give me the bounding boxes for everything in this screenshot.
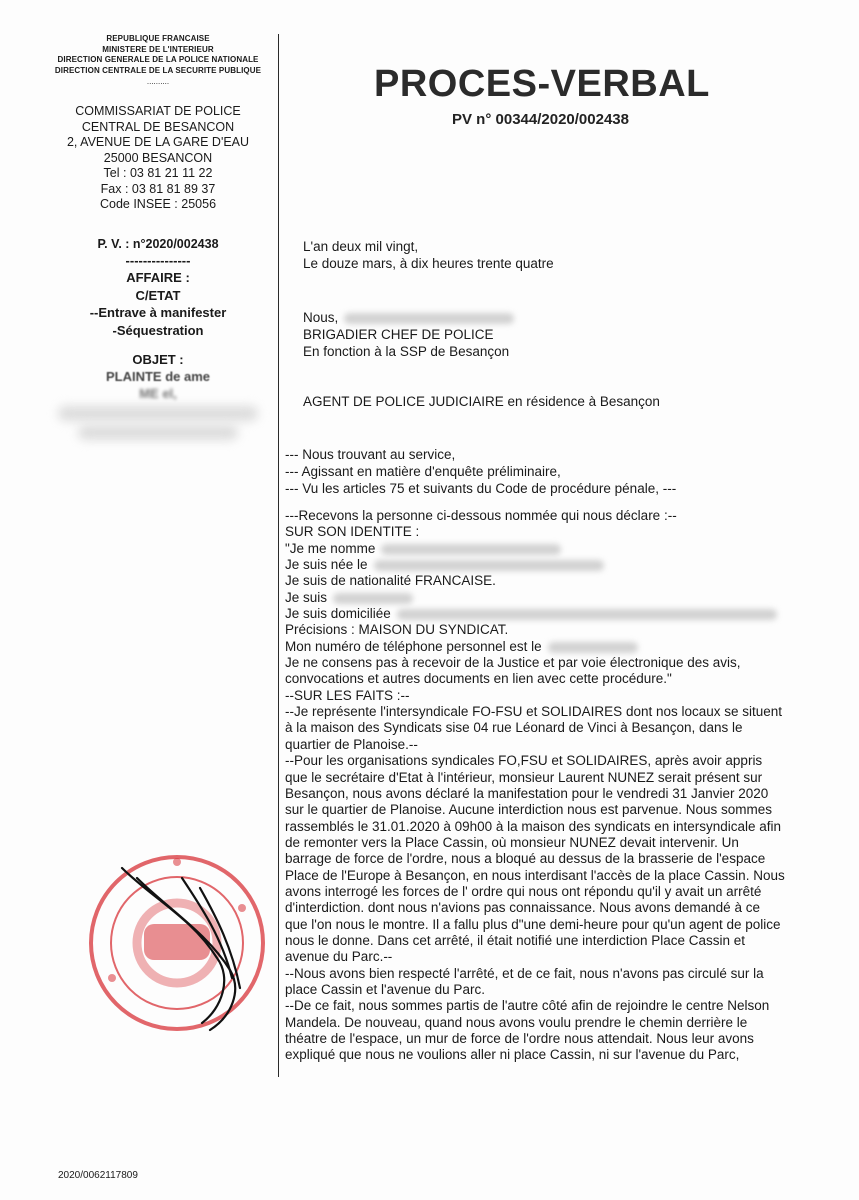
objet-label: OBJET : [132,352,184,367]
official-stamp-icon [82,848,272,1038]
body-line: Besançon, nous avons déclaré la manifestation pour le vendredi 31 Janvier 2020 [285,785,769,801]
ministry-line: DIRECTION GENERALE DE LA POLICE NATIONALE [57,55,259,64]
objet-line: PLAINTE de ame [105,369,211,384]
insee-line: Code INSEE : 25056 [99,197,217,211]
body-line: --De ce fait, nous sommes partis de l'autre côté afin de rejoindre le centre Nelson [285,998,770,1014]
body-line-text: Je suis domiciliée [285,606,391,622]
affaire-label: AFFAIRE : [126,270,190,285]
body-line: Je suis de nationalité FRANCAISE. [285,573,496,589]
officer-rank: BRIGADIER CHEF DE POLICE [303,327,494,342]
body-line: --SUR LES FAITS :-- [285,687,410,703]
body-line: place Cassin et l'avenue du Parc. [285,981,485,997]
body-line: rassemblés le 31.01.2020 à 09h00 à la maison des syndicats en intersyndicale afin [285,818,782,834]
redacted-block [78,425,238,440]
date-line: L'an deux mil vingt, [303,239,419,254]
body-line: quartier de Planoise.-- [285,736,418,752]
redacted-field [397,609,777,620]
statement-body [285,508,803,1064]
body-line: barrage de force de l'ordre, nous a bloqué au dessus de la brasserie de l'espace [285,851,766,867]
affaire-line: C/ETAT [135,287,181,303]
ministry-header [40,34,276,76]
dots-separator: .......... [146,77,170,86]
redacted-field [548,642,638,653]
ministry-line: REPUBLIQUE FRANCAISE [106,34,210,43]
address-line: COMMISSARIAT DE POLICE [75,104,241,118]
body-line: d'interdiction. dont nous n'avions pas connaissance. Nous avons demandé à ce [285,900,760,916]
agent-line: AGENT DE POLICE JUDICIAIRE en résidence à Besançon [303,394,660,409]
service-line: --- Vu les articles 75 et suivants du Code de procédure pénale, --- [285,481,677,496]
address-line: CENTRAL DE BESANCON [81,119,235,134]
nous-label: Nous, [303,310,339,325]
body-line: expliqué que nous ne voulions aller ni place Cassin, ni sur l'avenue du Parc, [285,1047,740,1063]
document-title: PROCES-VERBAL [374,63,710,105]
ministry-line: DIRECTION CENTRALE DE LA SECURITE PUBLIQUE [54,65,262,75]
body-line: ---Recevons la personne ci-dessous nommée qui nous déclare :-- [285,508,677,523]
separator-line: --------------- [125,252,191,268]
pv-number: PV n° 00344/2020/002438 [452,111,629,128]
column-divider [278,34,279,1077]
identity-address-line [285,606,803,622]
left-column [40,34,276,440]
redacted-field [381,544,561,555]
body-line: de remonter vers la Place Cassin, où monsieur NUNEZ devait intervenir. Un [285,834,739,850]
fax-line: Fax : 03 81 81 89 37 [100,181,216,196]
affaire-block [40,252,276,340]
identity-birth-line [285,557,803,573]
identity-name-line [285,541,803,557]
service-line: --- Nous trouvant au service, [285,447,456,462]
officer-fonction: En fonction à la SSP de Besançon [303,344,510,359]
pv-reference: P. V. : n°2020/002438 [97,236,219,251]
body-line-text: Je suis [285,589,328,605]
body-line: --Je représente l'intersyndicale FO-FSU et SOLIDAIRES dont nos locaux se situent [285,704,783,720]
document-reference: 2020/0062117809 [58,1170,138,1181]
identity-job-line [285,590,803,606]
body-line: à la maison des Syndicats sise 04 rue Léonard de Vinci à Besançon, dans le [285,720,743,736]
body-line: --Nous avons bien respecté l'arrêté, et de ce fait, nous n'avons pas circulé sur la [285,965,764,981]
body-line: que l'on nous le montre. Il a fallu plus d"une demi-heure pour qu'un agent de police [285,916,781,932]
body-line: --Pour les organisations syndicales FO,FSU et SOLIDAIRES, après avoir appris [285,753,763,769]
body-line: Mandela. De nouveau, quand nous avons voulu prendre le chemin derrière le [285,1014,748,1030]
body-line-text: "Je me nomme [285,540,376,556]
body-line: que le secrétaire d'Etat à l'intérieur, monsieur Laurent NUNEZ serait présent sur [285,769,763,785]
body-line: Place de l'Europe à Besançon, en nous interdisant l'accès de la place Cassin. Nous [285,867,785,883]
body-line: Je ne consens pas à recevoir de la Justice et par voie électronique des avis, [285,655,741,671]
body-line: avenue du Parc.-- [285,949,393,965]
body-line: nous le donne. Dans cet arrêté, il était notifié une interdiction Place Cassin et [285,932,746,948]
affaire-line: --Entrave à manifester [89,305,227,320]
body-line: sur le quartier de Planoise. Aucune interdiction nous est parvenue. Nous sommes [285,802,773,818]
body-line: SUR SON IDENTITE : [285,524,420,540]
address-line: 2, AVENUE DE LA GARE D'EAU [66,135,250,149]
body-line: Précisions : MAISON DU SYNDICAT. [285,622,509,638]
redacted-block [58,406,258,421]
service-line: --- Agissant en matière d'enquête préliminaire, [285,464,561,479]
date-line: Le douze mars, à dix heures trente quatre [303,256,554,271]
affaire-line: -Séquestration [112,322,204,338]
officer-line [303,309,514,326]
date-block [303,238,554,272]
redacted-field [333,593,413,604]
address-line: 25000 BESANCON [103,150,213,165]
police-address [40,104,276,213]
objet-block [40,351,276,440]
body-line: avons interrogé les forces de l' ordre qui nous ont répondu qu'il y avait un arrêté [285,883,762,899]
service-block [285,446,676,497]
identity-phone-line [285,639,803,655]
body-line-text: Je suis née le [285,557,368,573]
ministry-line: MINISTERE DE L'INTERIEUR [102,44,214,54]
redacted-name [344,313,514,324]
phone-line: Tel : 03 81 21 11 22 [103,166,213,180]
objet-line: ME el, [139,386,177,401]
officer-block [303,309,514,360]
redacted-field [374,560,604,571]
body-line: théatre de l'espace, un mur de force de l'ordre nous attendait. Nous leur avons [285,1031,754,1046]
body-line: convocations et autres documents en lien avec cette procédure." [285,671,672,687]
body-line-text: Mon numéro de téléphone personnel est le [285,638,542,654]
